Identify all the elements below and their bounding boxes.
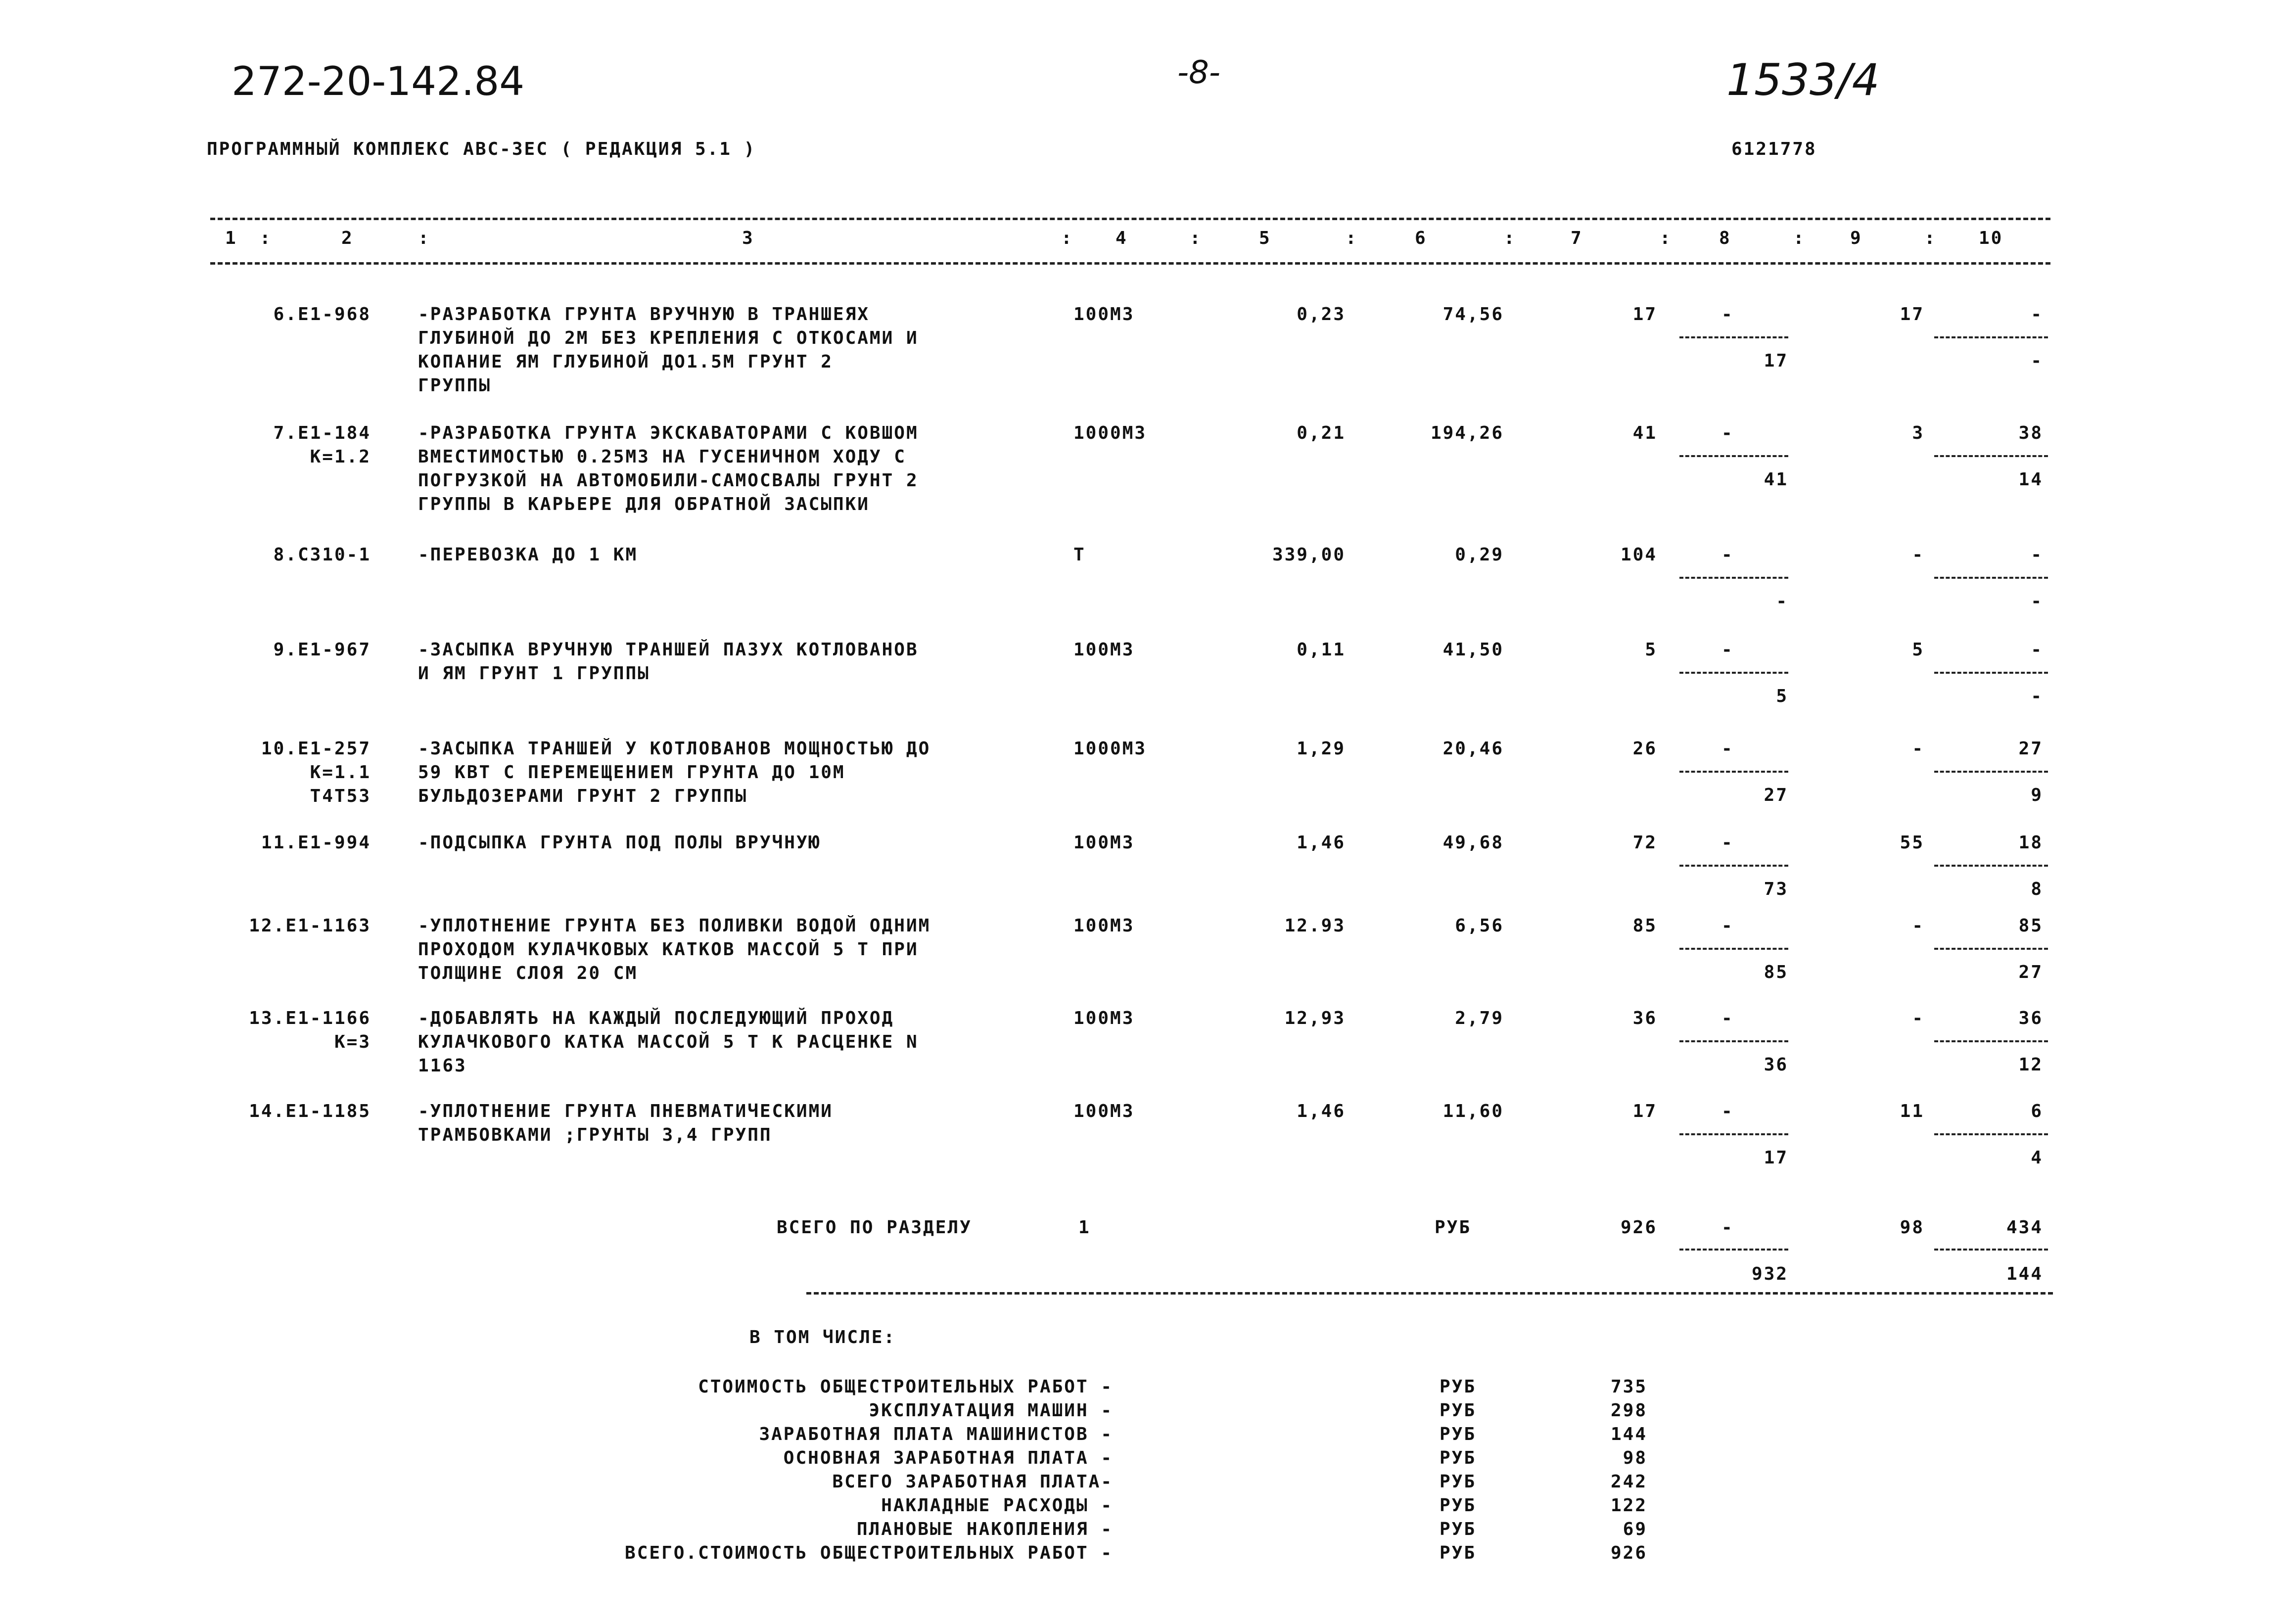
row-col8-top: - bbox=[1721, 1008, 1734, 1028]
row-unit: 100М3 bbox=[1073, 916, 1135, 936]
row-col10-top: 36 bbox=[2018, 1008, 2043, 1028]
row-col10-bottom: 14 bbox=[2018, 469, 2043, 490]
row-col10-rule bbox=[1934, 865, 2048, 867]
section-total-col8-rule bbox=[1679, 1249, 1788, 1251]
header-separator: : bbox=[1660, 228, 1672, 248]
program-title: ПРОГРАММНЫЙ КОМПЛЕКС АВС-ЗЕС ( РЕДАКЦИЯ 5.1 ) bbox=[207, 139, 756, 159]
row-col8-bottom: 17 bbox=[1764, 1148, 1788, 1168]
summary-item-value: 69 bbox=[1623, 1519, 1647, 1539]
summary-item-currency: РУБ bbox=[1440, 1472, 1477, 1492]
row-description-line: КОПАНИЕ ЯМ ГЛУБИНОЙ ДО1.5М ГРУНТ 2 bbox=[418, 352, 833, 372]
row-col10-bottom: - bbox=[2031, 591, 2043, 611]
row-col10-bottom: - bbox=[2031, 686, 2043, 706]
summary-item-label: ВСЕГО ЗАРАБОТНАЯ ПЛАТА- bbox=[832, 1472, 1113, 1492]
row-col8-rule bbox=[1679, 865, 1788, 867]
row-description bbox=[418, 831, 821, 855]
row-unit-price: 74,56 bbox=[1442, 304, 1504, 325]
row-description-line: -ПЕРЕВОЗКА ДО 1 КМ bbox=[418, 545, 638, 565]
row-total: 26 bbox=[1632, 739, 1657, 759]
section-total-number: 1 bbox=[1078, 1217, 1091, 1238]
section-total-sum: 926 bbox=[1620, 1217, 1657, 1238]
row-unit: Т bbox=[1073, 545, 1086, 565]
section-total-col8-top: - bbox=[1721, 1217, 1734, 1238]
summary-item-currency: РУБ bbox=[1440, 1377, 1477, 1397]
row-code-line: Т4Т53 bbox=[310, 786, 371, 806]
header-col-6: 6 bbox=[1415, 228, 1427, 248]
row-col9: 55 bbox=[1900, 833, 1924, 853]
row-col10-rule bbox=[1934, 1040, 2048, 1042]
row-unit-price: 11,60 bbox=[1442, 1101, 1504, 1121]
summary-heading: В ТОМ ЧИСЛЕ: bbox=[749, 1327, 896, 1347]
row-unit: 1000М3 bbox=[1073, 423, 1147, 443]
row-unit: 1000М3 bbox=[1073, 739, 1147, 759]
row-col9: - bbox=[1912, 739, 1924, 759]
row-col8-top: - bbox=[1721, 640, 1734, 660]
header-col-2: 2 bbox=[341, 228, 354, 248]
summary-item-currency: РУБ bbox=[1440, 1448, 1477, 1468]
row-description bbox=[418, 737, 930, 808]
header-separator: : bbox=[1346, 228, 1358, 248]
row-unit-price: 6,56 bbox=[1455, 916, 1504, 936]
summary-item-value: 735 bbox=[1610, 1377, 1647, 1397]
row-description-line: -РАЗРАБОТКА ГРУНТА ЭКСКАВАТОРАМИ С КОВШОМ bbox=[418, 423, 919, 443]
row-total: 17 bbox=[1632, 1101, 1657, 1121]
row-description-line: -УПЛОТНЕНИЕ ГРУНТА ПНЕВМАТИЧЕСКИМИ bbox=[418, 1101, 833, 1121]
row-total: 72 bbox=[1632, 833, 1657, 853]
row-col10-bottom: 27 bbox=[2018, 962, 2043, 982]
row-quantity: 0,21 bbox=[1297, 423, 1346, 443]
row-quantity: 1,29 bbox=[1297, 739, 1346, 759]
row-quantity: 0,23 bbox=[1297, 304, 1346, 325]
summary-item-label: ОСНОВНАЯ ЗАРАБОТНАЯ ПЛАТА - bbox=[783, 1448, 1113, 1468]
row-col8-top: - bbox=[1721, 1101, 1734, 1121]
row-description-line: ГРУППЫ bbox=[418, 375, 492, 396]
row-code-line: К=1.1 bbox=[310, 762, 371, 783]
row-col8-rule bbox=[1679, 577, 1788, 579]
section-total-label: ВСЕГО ПО РАЗДЕЛУ bbox=[777, 1217, 972, 1238]
row-unit-price: 194,26 bbox=[1430, 423, 1504, 443]
row-code-line: 10.Е1-257 bbox=[261, 739, 371, 759]
row-col8-rule bbox=[1679, 336, 1788, 338]
row-code-line: 13.Е1-1166 bbox=[249, 1008, 371, 1028]
row-col9: 5 bbox=[1912, 640, 1924, 660]
summary-item-value: 242 bbox=[1610, 1472, 1647, 1492]
row-col8-top: - bbox=[1721, 739, 1734, 759]
document-number: 272-20-142.84 bbox=[232, 58, 525, 104]
row-col8-rule bbox=[1679, 455, 1788, 457]
row-col10-bottom: 9 bbox=[2031, 785, 2043, 805]
row-col9: - bbox=[1912, 1008, 1924, 1028]
section-total-currency: РУБ bbox=[1435, 1217, 1472, 1238]
row-col9: 11 bbox=[1900, 1101, 1924, 1121]
row-description bbox=[418, 638, 919, 686]
header-separator: : bbox=[1190, 228, 1202, 248]
row-unit-price: 20,46 bbox=[1442, 739, 1504, 759]
row-code bbox=[198, 638, 371, 662]
row-col10-top: - bbox=[2031, 640, 2043, 660]
summary-item-currency: РУБ bbox=[1440, 1424, 1477, 1444]
row-quantity: 1,46 bbox=[1297, 1101, 1346, 1121]
header-col-8: 8 bbox=[1719, 228, 1731, 248]
summary-item-value: 298 bbox=[1610, 1400, 1647, 1421]
sheet-reference: 1533/4 bbox=[1726, 54, 1880, 105]
row-code bbox=[198, 421, 371, 469]
row-col8-bottom: 73 bbox=[1764, 879, 1788, 899]
row-code-line: 12.Е1-1163 bbox=[249, 916, 371, 936]
row-col9: 3 bbox=[1912, 423, 1924, 443]
row-code bbox=[198, 737, 371, 808]
row-code-line: 11.Е1-994 bbox=[261, 833, 371, 853]
row-col8-rule bbox=[1679, 948, 1788, 950]
row-col9: - bbox=[1912, 545, 1924, 565]
row-total: 5 bbox=[1645, 640, 1657, 660]
row-col10-rule bbox=[1934, 672, 2048, 674]
row-col10-top: 18 bbox=[2018, 833, 2043, 853]
row-col8-bottom: - bbox=[1776, 591, 1788, 611]
summary-item-label: НАКЛАДНЫЕ РАСХОДЫ - bbox=[881, 1495, 1113, 1516]
summary-item-currency: РУБ bbox=[1440, 1519, 1477, 1539]
row-col10-top: 27 bbox=[2018, 739, 2043, 759]
header-col-4: 4 bbox=[1116, 228, 1128, 248]
total-rule bbox=[806, 1292, 2053, 1295]
row-code bbox=[198, 303, 371, 326]
row-total: 85 bbox=[1632, 916, 1657, 936]
row-col8-top: - bbox=[1721, 304, 1734, 325]
section-total-col9: 98 bbox=[1900, 1217, 1924, 1238]
row-col8-top: - bbox=[1721, 545, 1734, 565]
row-unit-price: 2,79 bbox=[1455, 1008, 1504, 1028]
summary-item-value: 926 bbox=[1610, 1543, 1647, 1563]
header-separator: : bbox=[418, 228, 430, 248]
row-col8-bottom: 36 bbox=[1764, 1055, 1788, 1075]
row-total: 17 bbox=[1632, 304, 1657, 325]
row-unit: 100М3 bbox=[1073, 1008, 1135, 1028]
row-col10-top: 6 bbox=[2031, 1101, 2043, 1121]
row-col10-rule bbox=[1934, 455, 2048, 457]
row-col8-rule bbox=[1679, 672, 1788, 674]
header-col-10: 10 bbox=[1979, 228, 2003, 248]
row-col10-top: 85 bbox=[2018, 916, 2043, 936]
header-col-5: 5 bbox=[1259, 228, 1271, 248]
row-unit: 100М3 bbox=[1073, 640, 1135, 660]
header-col-7: 7 bbox=[1571, 228, 1583, 248]
row-col10-rule bbox=[1934, 948, 2048, 950]
row-col10-bottom: 12 bbox=[2018, 1055, 2043, 1075]
summary-item-label: ЭКСПЛУАТАЦИЯ МАШИН - bbox=[869, 1400, 1113, 1421]
row-col10-rule bbox=[1934, 336, 2048, 338]
row-description-line: ТОЛЩИНЕ СЛОЯ 20 СМ bbox=[418, 963, 638, 983]
row-code-line: 14.Е1-1185 bbox=[249, 1101, 371, 1121]
row-total: 104 bbox=[1620, 545, 1657, 565]
row-description-line: ГЛУБИНОЙ ДО 2М БЕЗ КРЕПЛЕНИЯ С ОТКОСАМИ И bbox=[418, 328, 919, 348]
row-col10-top: - bbox=[2031, 545, 2043, 565]
row-col8-bottom: 85 bbox=[1764, 962, 1788, 982]
row-quantity: 1,46 bbox=[1297, 833, 1346, 853]
row-col10-top: - bbox=[2031, 304, 2043, 325]
row-col8-top: - bbox=[1721, 916, 1734, 936]
row-description bbox=[418, 303, 919, 398]
row-description-line: -ДОБАВЛЯТЬ НА КАЖДЫЙ ПОСЛЕДУЮЩИЙ ПРОХОД bbox=[418, 1008, 894, 1028]
row-col8-rule bbox=[1679, 1133, 1788, 1135]
row-quantity: 12.93 bbox=[1284, 916, 1346, 936]
row-description-line: 59 КВТ С ПЕРЕМЕЩЕНИЕМ ГРУНТА ДО 10М bbox=[418, 762, 845, 783]
row-col10-top: 38 bbox=[2018, 423, 2043, 443]
row-col10-bottom: - bbox=[2031, 351, 2043, 371]
row-unit-price: 41,50 bbox=[1442, 640, 1504, 660]
row-col8-rule bbox=[1679, 771, 1788, 773]
summary-item-currency: РУБ bbox=[1440, 1400, 1477, 1421]
row-unit: 100М3 bbox=[1073, 304, 1135, 325]
row-col8-bottom: 27 bbox=[1764, 785, 1788, 805]
row-description bbox=[418, 543, 638, 567]
summary-item-value: 98 bbox=[1623, 1448, 1647, 1468]
row-description-line: ПРОХОДОМ КУЛАЧКОВЫХ КАТКОВ МАССОЙ 5 Т ПРИ bbox=[418, 939, 919, 960]
row-description bbox=[418, 421, 919, 516]
row-total: 36 bbox=[1632, 1008, 1657, 1028]
section-total-col8-bottom: 932 bbox=[1751, 1264, 1788, 1284]
summary-item-label: ПЛАНОВЫЕ НАКОПЛЕНИЯ - bbox=[856, 1519, 1113, 1539]
header-rule-bottom bbox=[210, 262, 2050, 265]
summary-item-currency: РУБ bbox=[1440, 1495, 1477, 1516]
row-unit-price: 49,68 bbox=[1442, 833, 1504, 853]
summary-item-value: 144 bbox=[1610, 1424, 1647, 1444]
summary-item-label: ВСЕГО.СТОИМОСТЬ ОБЩЕСТРОИТЕЛЬНЫХ РАБОТ - bbox=[625, 1543, 1113, 1563]
row-col10-rule bbox=[1934, 577, 2048, 579]
header-col-9: 9 bbox=[1850, 228, 1862, 248]
row-description bbox=[418, 1100, 833, 1147]
row-description-line: -ЗАСЫПКА ТРАНШЕЙ У КОТЛОВАНОВ МОЩНОСТЬЮ ДО bbox=[418, 739, 931, 759]
row-code-line: 8.С310-1 bbox=[273, 545, 371, 565]
row-quantity: 0,11 bbox=[1297, 640, 1346, 660]
summary-item-currency: РУБ bbox=[1440, 1543, 1477, 1563]
summary-item-value: 122 bbox=[1610, 1495, 1647, 1516]
row-code-line: К=1.2 bbox=[310, 447, 371, 467]
row-code bbox=[198, 543, 371, 567]
summary-item-label: ЗАРАБОТНАЯ ПЛАТА МАШИНИСТОВ - bbox=[759, 1424, 1113, 1444]
row-description-line: ПОГРУЗКОЙ НА АВТОМОБИЛИ-САМОСВАЛЫ ГРУНТ 2 bbox=[418, 470, 919, 491]
row-col8-top: - bbox=[1721, 423, 1734, 443]
summary-item-label: СТОИМОСТЬ ОБЩЕСТРОИТЕЛЬНЫХ РАБОТ - bbox=[698, 1377, 1113, 1397]
row-description-line: -УПЛОТНЕНИЕ ГРУНТА БЕЗ ПОЛИВКИ ВОДОЙ ОДНИМ bbox=[418, 916, 931, 936]
header-col-3: 3 bbox=[742, 228, 754, 248]
row-quantity: 339,00 bbox=[1272, 545, 1346, 565]
row-col9: - bbox=[1912, 916, 1924, 936]
header-separator: : bbox=[1504, 228, 1516, 248]
section-total-col10-top: 434 bbox=[2006, 1217, 2043, 1238]
row-col8-top: - bbox=[1721, 833, 1734, 853]
row-code bbox=[198, 914, 371, 938]
row-col10-rule bbox=[1934, 1133, 2048, 1135]
row-col8-bottom: 5 bbox=[1776, 686, 1788, 706]
row-description-line: -ЗАСЫПКА ВРУЧНУЮ ТРАНШЕЙ ПАЗУХ КОТЛОВАНОВ bbox=[418, 640, 919, 660]
row-col8-bottom: 17 bbox=[1764, 351, 1788, 371]
row-col9: 17 bbox=[1900, 304, 1924, 325]
header-rule-top bbox=[210, 218, 2050, 220]
row-code-line: 7.Е1-184 bbox=[273, 423, 371, 443]
section-total-col10-rule bbox=[1934, 1249, 2048, 1251]
row-quantity: 12,93 bbox=[1284, 1008, 1346, 1028]
row-col10-bottom: 8 bbox=[2031, 879, 2043, 899]
header-col-1: 1 bbox=[225, 228, 237, 248]
row-unit-price: 0,29 bbox=[1455, 545, 1504, 565]
row-code bbox=[198, 831, 371, 855]
row-description-line: -РАЗРАБОТКА ГРУНТА ВРУЧНУЮ В ТРАНШЕЯХ bbox=[418, 304, 870, 325]
row-description bbox=[418, 914, 930, 985]
row-col10-bottom: 4 bbox=[2031, 1148, 2043, 1168]
row-code-line: 9.Е1-967 bbox=[273, 640, 371, 660]
row-description-line: БУЛЬДОЗЕРАМИ ГРУНТ 2 ГРУППЫ bbox=[418, 786, 748, 806]
row-description-line: 1163 bbox=[418, 1056, 467, 1076]
row-code-line: 6.Е1-968 bbox=[273, 304, 371, 325]
row-description-line: КУЛАЧКОВОГО КАТКА МАССОЙ 5 Т К РАСЦЕНКЕ N bbox=[418, 1032, 919, 1052]
row-col10-rule bbox=[1934, 771, 2048, 773]
header-separator: : bbox=[1061, 228, 1073, 248]
row-code bbox=[198, 1100, 371, 1123]
section-total-col10-bottom: 144 bbox=[2006, 1264, 2043, 1284]
row-description-line: ГРУППЫ В КАРЬЕРЕ ДЛЯ ОБРАТНОЙ ЗАСЫПКИ bbox=[418, 494, 870, 514]
header-separator: : bbox=[260, 228, 272, 248]
row-unit: 100М3 bbox=[1073, 1101, 1135, 1121]
row-unit: 100М3 bbox=[1073, 833, 1135, 853]
page-marker: -8- bbox=[1177, 54, 1220, 91]
row-description-line: И ЯМ ГРУНТ 1 ГРУППЫ bbox=[418, 663, 650, 684]
row-col8-bottom: 41 bbox=[1764, 469, 1788, 490]
row-code-line: К=3 bbox=[334, 1032, 371, 1052]
row-code bbox=[198, 1007, 371, 1054]
row-col8-rule bbox=[1679, 1040, 1788, 1042]
row-description bbox=[418, 1007, 919, 1078]
row-description-line: ТРАМБОВКАМИ ;ГРУНТЫ 3,4 ГРУПП bbox=[418, 1125, 772, 1145]
row-total: 41 bbox=[1632, 423, 1657, 443]
header-separator: : bbox=[1924, 228, 1937, 248]
row-description-line: ВМЕСТИМОСТЬЮ 0.25М3 НА ГУСЕНИЧНОМ ХОДУ С bbox=[418, 447, 906, 467]
header-separator: : bbox=[1793, 228, 1806, 248]
program-code: 6121778 bbox=[1731, 139, 1817, 159]
row-description-line: -ПОДСЫПКА ГРУНТА ПОД ПОЛЫ ВРУЧНУЮ bbox=[418, 833, 821, 853]
